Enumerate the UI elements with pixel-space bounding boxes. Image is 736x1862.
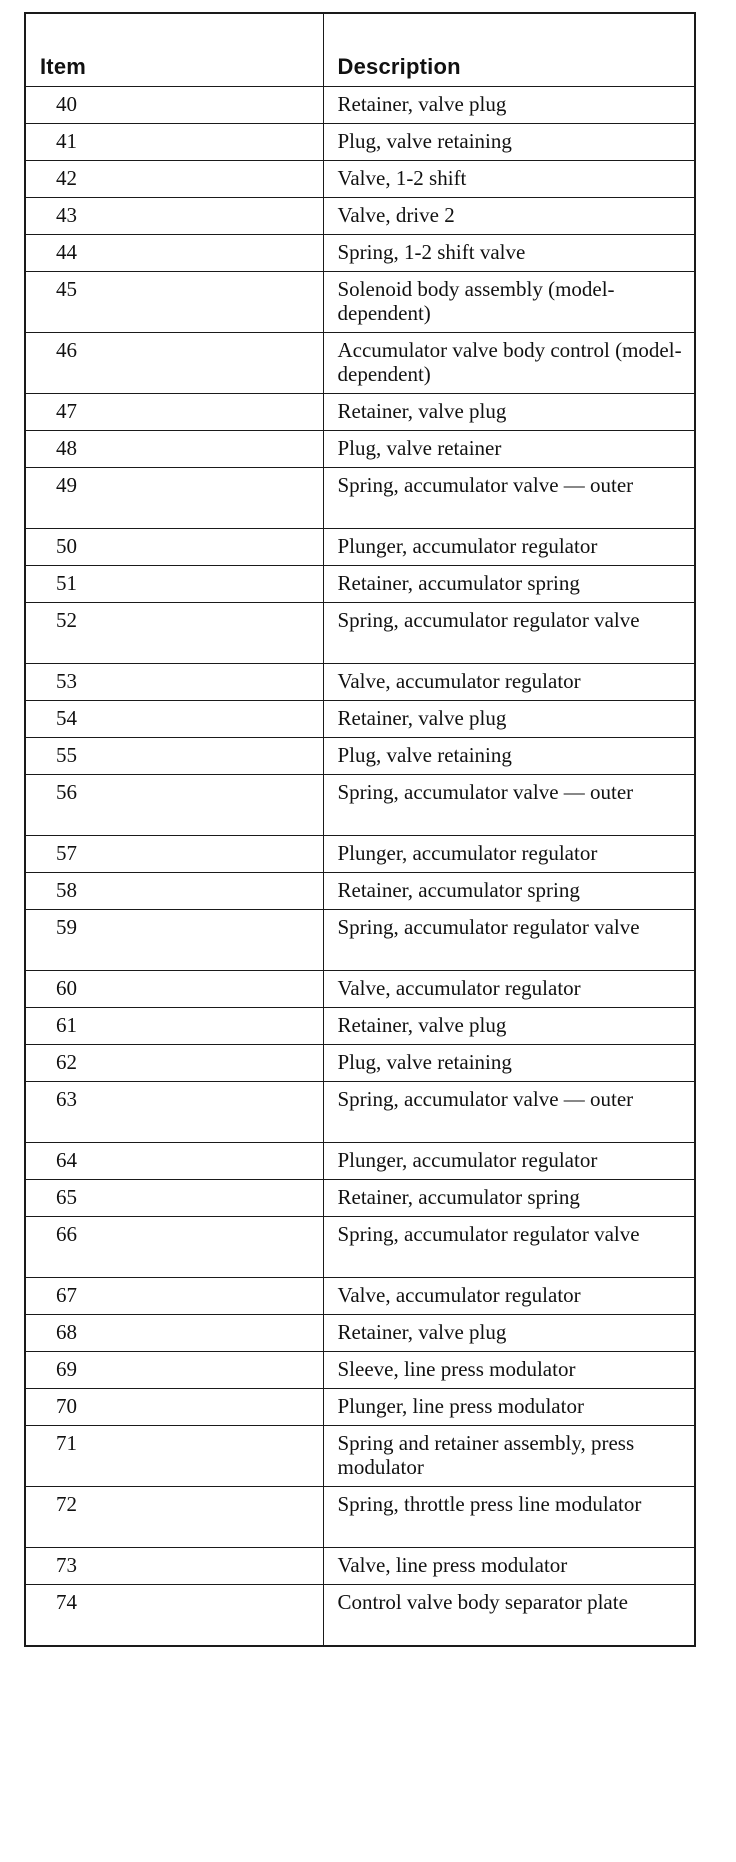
item-description: Spring, accumulator regulator valve bbox=[323, 910, 694, 971]
item-number: 51 bbox=[26, 566, 323, 603]
item-description: Solenoid body assembly (model-dependent) bbox=[323, 272, 694, 333]
table-row bbox=[26, 603, 694, 664]
item-description: Valve, accumulator regulator bbox=[323, 1278, 694, 1315]
item-description: Retainer, accumulator spring bbox=[323, 566, 694, 603]
item-description: Sleeve, line press modulator bbox=[323, 1352, 694, 1389]
item-number: 53 bbox=[26, 664, 323, 701]
item-description: Retainer, valve plug bbox=[323, 394, 694, 431]
item-description: Retainer, valve plug bbox=[323, 701, 694, 738]
item-number: 42 bbox=[26, 161, 323, 198]
table-row bbox=[26, 1548, 694, 1585]
table-row bbox=[26, 836, 694, 873]
item-number: 59 bbox=[26, 910, 323, 971]
item-number: 70 bbox=[26, 1389, 323, 1426]
item-number: 66 bbox=[26, 1217, 323, 1278]
table-row bbox=[26, 1180, 694, 1217]
item-number: 73 bbox=[26, 1548, 323, 1585]
item-description: Plunger, accumulator regulator bbox=[323, 529, 694, 566]
item-number: 55 bbox=[26, 738, 323, 775]
item-description: Plug, valve retaining bbox=[323, 1045, 694, 1082]
table-row bbox=[26, 87, 694, 124]
table-row bbox=[26, 1487, 694, 1548]
item-number: 52 bbox=[26, 603, 323, 664]
item-description: Spring, accumulator regulator valve bbox=[323, 603, 694, 664]
table-row bbox=[26, 333, 694, 394]
column-header-item: Item bbox=[26, 14, 323, 87]
table-row bbox=[26, 1315, 694, 1352]
table-row bbox=[26, 1082, 694, 1143]
table-row bbox=[26, 971, 694, 1008]
item-number: 65 bbox=[26, 1180, 323, 1217]
item-number: 49 bbox=[26, 468, 323, 529]
item-number: 71 bbox=[26, 1426, 323, 1487]
table-row bbox=[26, 566, 694, 603]
table-row bbox=[26, 701, 694, 738]
item-number: 67 bbox=[26, 1278, 323, 1315]
table-row bbox=[26, 1045, 694, 1082]
table-row bbox=[26, 1217, 694, 1278]
table-row bbox=[26, 1143, 694, 1180]
item-number: 45 bbox=[26, 272, 323, 333]
item-description: Retainer, valve plug bbox=[323, 87, 694, 124]
item-number: 56 bbox=[26, 775, 323, 836]
item-number: 47 bbox=[26, 394, 323, 431]
item-number: 57 bbox=[26, 836, 323, 873]
item-description: Spring, throttle press line modulator bbox=[323, 1487, 694, 1548]
item-description: Plunger, accumulator regulator bbox=[323, 1143, 694, 1180]
item-number: 63 bbox=[26, 1082, 323, 1143]
item-description: Spring, accumulator regulator valve bbox=[323, 1217, 694, 1278]
table-row bbox=[26, 1389, 694, 1426]
table-row bbox=[26, 468, 694, 529]
item-number: 60 bbox=[26, 971, 323, 1008]
table-row bbox=[26, 1278, 694, 1315]
item-number: 64 bbox=[26, 1143, 323, 1180]
table-row bbox=[26, 235, 694, 272]
table-row bbox=[26, 873, 694, 910]
table-row bbox=[26, 664, 694, 701]
parts-table-frame bbox=[24, 12, 696, 1647]
item-description: Valve, accumulator regulator bbox=[323, 971, 694, 1008]
table-row bbox=[26, 124, 694, 161]
table-row bbox=[26, 910, 694, 971]
item-number: 58 bbox=[26, 873, 323, 910]
item-number: 44 bbox=[26, 235, 323, 272]
table-row bbox=[26, 1352, 694, 1389]
item-description: Accumulator valve body control (model-dependent) bbox=[323, 333, 694, 394]
item-description: Plug, valve retainer bbox=[323, 431, 694, 468]
item-description: Valve, 1-2 shift bbox=[323, 161, 694, 198]
table-row bbox=[26, 1426, 694, 1487]
table-row bbox=[26, 161, 694, 198]
item-number: 72 bbox=[26, 1487, 323, 1548]
item-number: 46 bbox=[26, 333, 323, 394]
item-description: Spring and retainer assembly, press modulator bbox=[323, 1426, 694, 1487]
item-number: 41 bbox=[26, 124, 323, 161]
table-row bbox=[26, 272, 694, 333]
item-description: Spring, 1-2 shift valve bbox=[323, 235, 694, 272]
item-number: 50 bbox=[26, 529, 323, 566]
item-number: 40 bbox=[26, 87, 323, 124]
item-description: Valve, drive 2 bbox=[323, 198, 694, 235]
item-description: Control valve body separator plate bbox=[323, 1585, 694, 1646]
table-header-row bbox=[26, 14, 694, 87]
item-description: Valve, line press modulator bbox=[323, 1548, 694, 1585]
item-description: Plug, valve retaining bbox=[323, 124, 694, 161]
item-number: 43 bbox=[26, 198, 323, 235]
item-description: Retainer, valve plug bbox=[323, 1008, 694, 1045]
table-row bbox=[26, 1585, 694, 1646]
item-description: Plug, valve retaining bbox=[323, 738, 694, 775]
table-row bbox=[26, 738, 694, 775]
item-description: Plunger, accumulator regulator bbox=[323, 836, 694, 873]
column-header-description: Description bbox=[323, 14, 694, 87]
table-row bbox=[26, 775, 694, 836]
item-description: Valve, accumulator regulator bbox=[323, 664, 694, 701]
table-row bbox=[26, 198, 694, 235]
item-description: Plunger, line press modulator bbox=[323, 1389, 694, 1426]
item-description: Spring, accumulator valve — outer bbox=[323, 468, 694, 529]
item-number: 62 bbox=[26, 1045, 323, 1082]
item-number: 69 bbox=[26, 1352, 323, 1389]
parts-table bbox=[26, 14, 694, 1645]
item-number: 48 bbox=[26, 431, 323, 468]
table-row bbox=[26, 394, 694, 431]
item-description: Retainer, valve plug bbox=[323, 1315, 694, 1352]
table-row bbox=[26, 1008, 694, 1045]
item-description: Retainer, accumulator spring bbox=[323, 1180, 694, 1217]
item-number: 54 bbox=[26, 701, 323, 738]
item-number: 68 bbox=[26, 1315, 323, 1352]
table-row bbox=[26, 529, 694, 566]
table-row bbox=[26, 431, 694, 468]
item-description: Spring, accumulator valve — outer bbox=[323, 1082, 694, 1143]
item-description: Spring, accumulator valve — outer bbox=[323, 775, 694, 836]
item-number: 74 bbox=[26, 1585, 323, 1646]
item-description: Retainer, accumulator spring bbox=[323, 873, 694, 910]
item-number: 61 bbox=[26, 1008, 323, 1045]
